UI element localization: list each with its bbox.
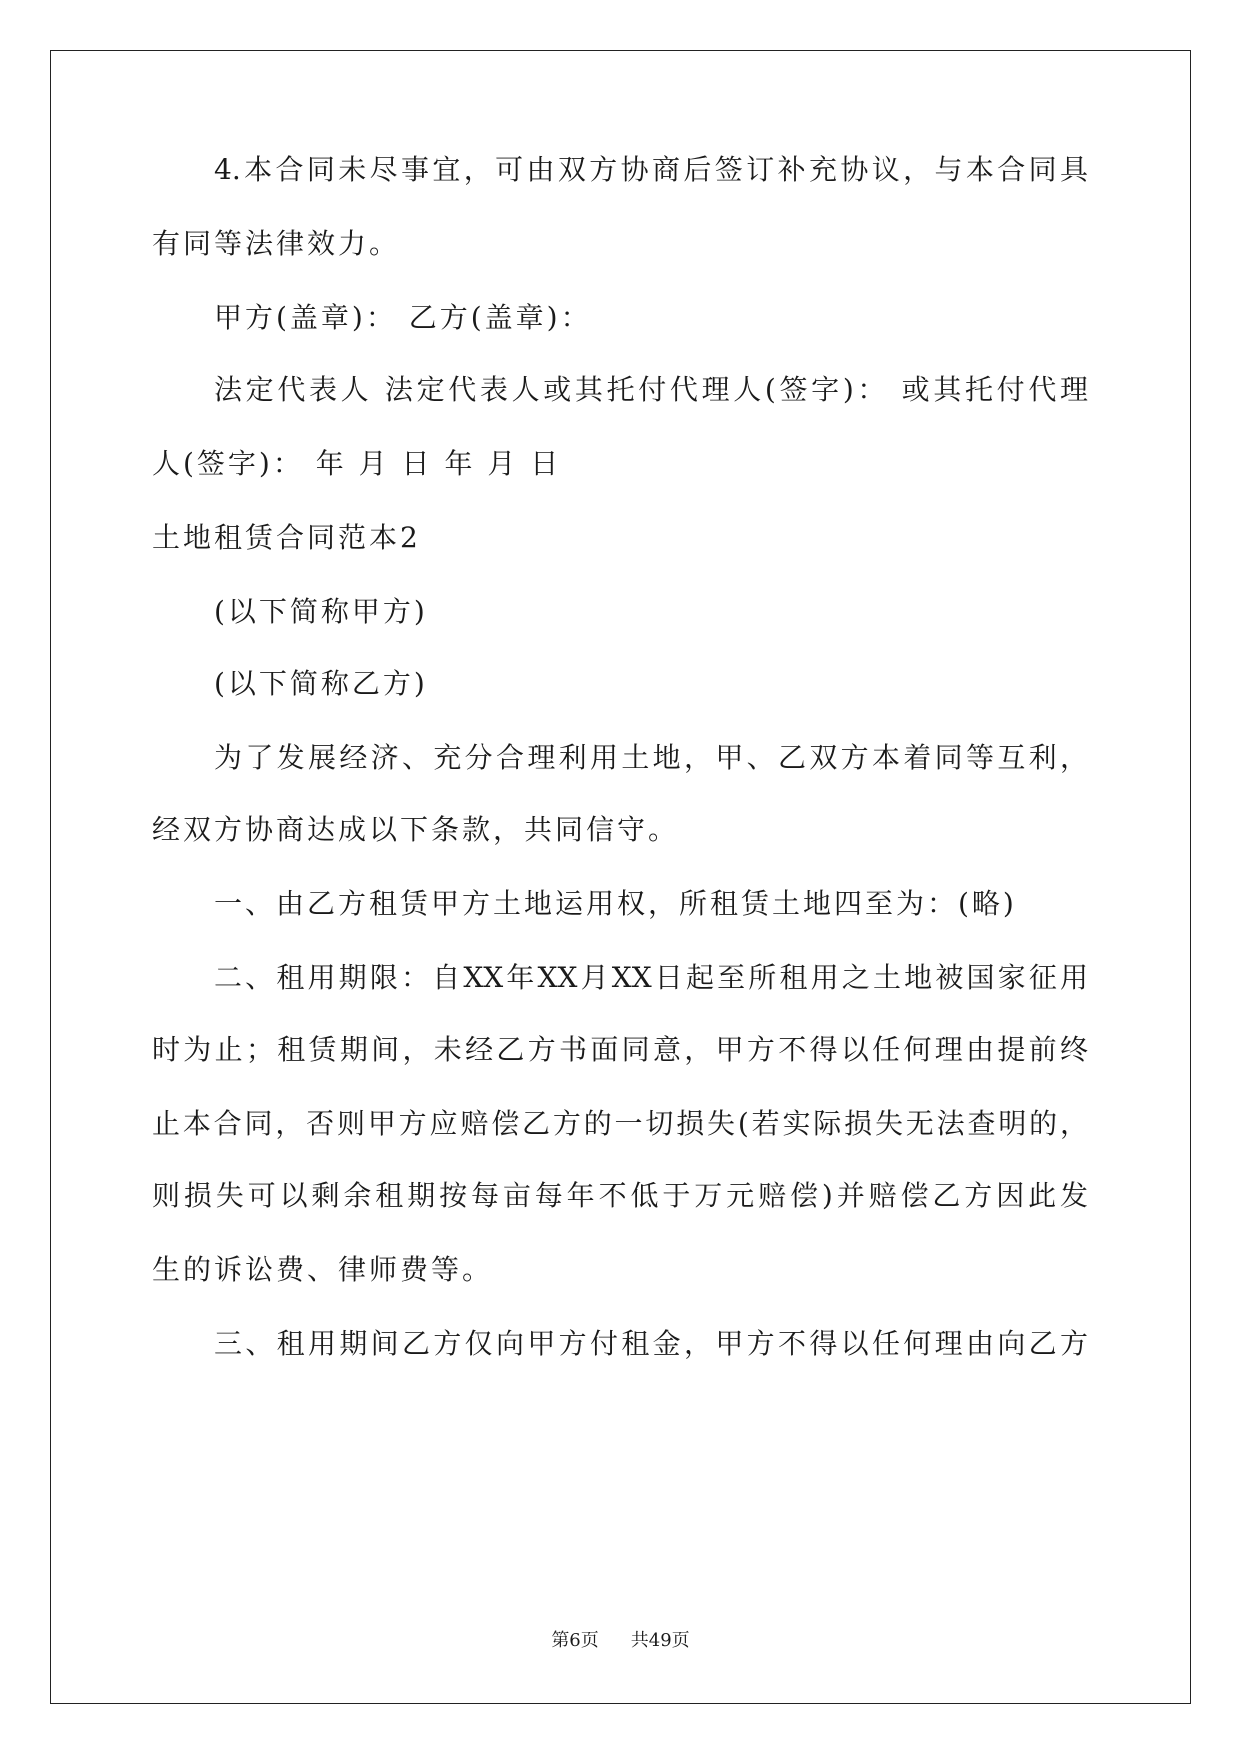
text-line: 二、租用期限：自XX年XX月XX日起至所租用之土地被国家征用	[214, 961, 1088, 994]
text-line: (以下简称甲方)	[214, 595, 428, 628]
text-line: 法定代表人 法定代表人或其托付代理人(签字)： 或其托付代理	[214, 373, 1088, 406]
page-frame	[50, 50, 1191, 1704]
text-line: 甲方(盖章)： 乙方(盖章)：	[214, 301, 592, 334]
section-heading: 土地租赁合同范本2	[152, 521, 421, 554]
text-line: 则损失可以剩余租期按每亩每年不低于万元赔偿)并赔偿乙方因此发	[152, 1179, 1088, 1212]
text-line: 经双方协商达成以下条款，共同信守。	[152, 813, 680, 846]
text-line: 生的诉讼费、律师费等。	[152, 1253, 494, 1286]
text-line: 三、租用期间乙方仅向甲方付租金，甲方不得以任何理由向乙方	[214, 1327, 1088, 1360]
text-line: (以下简称乙方)	[214, 667, 428, 700]
text-line: 4.本合同未尽事宜，可由双方协商后签订补充协议，与本合同具	[214, 153, 1088, 186]
text-line: 止本合同，否则甲方应赔偿乙方的一切损失(若实际损失无法查明的，	[152, 1107, 1088, 1140]
page-total: 共49页	[630, 1630, 690, 1651]
text-line: 为了发展经济、充分合理利用土地，甲、乙双方本着同等互利，	[214, 741, 1088, 774]
page-number: 第6页	[551, 1630, 599, 1651]
text-line: 人(签字)： 年 月 日 年 月 日	[152, 447, 562, 480]
text-line: 有同等法律效力。	[152, 227, 401, 260]
text-line: 时为止；租赁期间，未经乙方书面同意，甲方不得以任何理由提前终	[152, 1033, 1088, 1066]
page-footer	[0, 1630, 1241, 1652]
text-line: 一、由乙方租赁甲方土地运用权，所租赁土地四至为：(略)	[214, 887, 1017, 920]
